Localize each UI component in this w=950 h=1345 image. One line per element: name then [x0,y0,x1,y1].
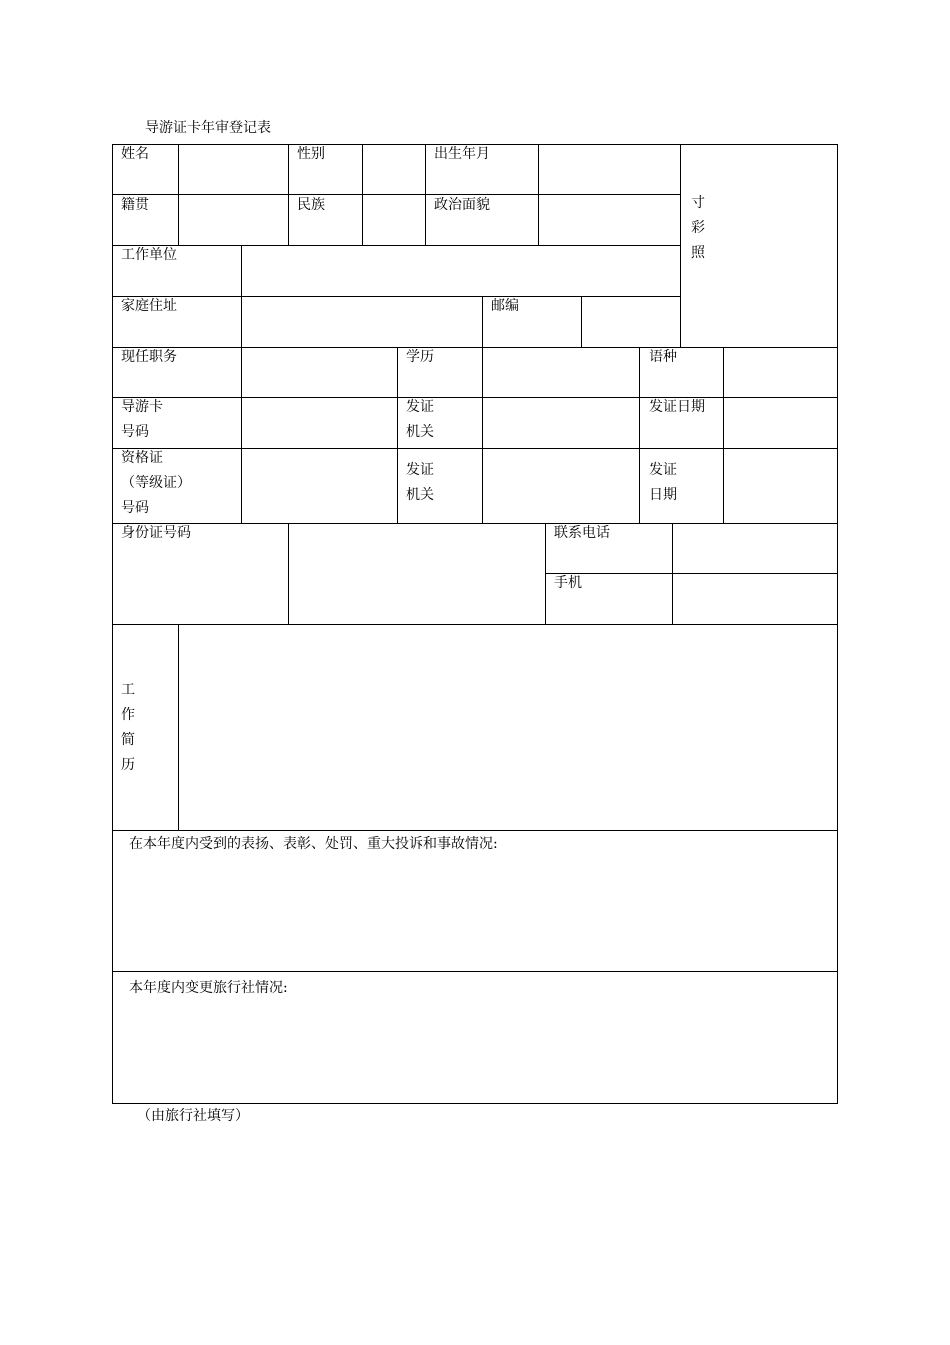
col-divider [178,144,179,246]
label-language: 语种 [649,349,677,365]
field-issuer-1[interactable] [484,399,637,446]
col-divider [482,347,483,524]
label-employer: 工作单位 [121,247,177,263]
label-id-no: 身份证号码 [121,525,191,541]
label-birth: 出生年月 [434,146,490,162]
row-divider [545,573,838,574]
field-birth[interactable] [540,146,678,192]
field-qualification-no[interactable] [243,450,395,521]
row-divider [112,296,681,297]
row-divider [112,624,838,625]
field-education[interactable] [484,349,637,395]
label-political: 政治面貌 [434,197,490,213]
label-agency-changes: 本年度内变更旅行社情况: [129,980,288,996]
label-ethnicity: 民族 [297,197,325,213]
label-photo: 寸 彩 照 [691,195,705,261]
row-divider [112,448,838,449]
row-divider [112,830,838,831]
field-ethnicity[interactable] [364,196,423,243]
field-language[interactable] [725,349,835,395]
field-origin[interactable] [180,196,286,243]
field-employer[interactable] [243,247,678,294]
col-divider [723,347,724,524]
label-issuer-1: 发证 机关 [406,399,434,440]
field-phone[interactable] [674,525,835,571]
label-issue-date-2: 发证 日期 [649,462,677,503]
col-divider [538,144,539,246]
field-guide-card-no[interactable] [243,399,395,446]
label-name: 姓名 [121,146,149,162]
col-divider [545,523,546,625]
label-phone: 联系电话 [554,525,610,541]
field-position[interactable] [243,349,395,395]
field-agency-changes[interactable] [114,1004,835,1101]
field-political[interactable] [540,196,678,243]
field-postcode[interactable] [583,298,678,345]
col-divider [482,296,483,348]
col-divider [397,347,398,524]
col-divider [288,523,289,625]
row-divider [112,245,681,246]
col-divider [362,144,363,246]
field-gender[interactable] [364,146,423,192]
field-resume[interactable] [180,626,835,828]
field-issuer-2[interactable] [484,450,637,521]
row-divider [112,397,838,398]
label-guide-card-no: 导游卡 号码 [121,399,163,440]
field-address[interactable] [243,298,480,345]
label-origin: 籍贯 [121,197,149,213]
col-divider [288,144,289,246]
label-position: 现任职务 [121,349,177,365]
label-qualification-no: 资格证 （等级证） 号码 [121,450,191,516]
col-divider [241,347,242,524]
col-divider [241,245,242,348]
form-title: 导游证卡年审登记表 [145,120,271,136]
field-name[interactable] [180,146,286,192]
col-divider [581,296,582,348]
label-awards: 在本年度内受到的表扬、表彰、处罚、重大投诉和事故情况: [129,836,498,852]
field-awards[interactable] [114,860,835,969]
field-issue-date-2[interactable] [725,450,835,521]
footer-note: （由旅行社填写） [137,1108,249,1124]
field-id-no[interactable] [290,525,543,622]
label-issue-date-1: 发证日期 [649,399,705,415]
label-gender: 性别 [297,146,325,162]
col-divider [672,523,673,625]
row-divider [112,347,838,348]
label-issuer-2: 发证 机关 [406,462,434,503]
row-divider [112,523,838,524]
field-mobile[interactable] [674,575,835,622]
label-resume: 工 作 简 历 [121,682,135,773]
label-address: 家庭住址 [121,298,177,314]
col-divider [680,144,681,348]
label-mobile: 手机 [554,575,582,591]
col-divider [178,624,179,831]
row-divider [112,971,838,972]
field-issue-date-1[interactable] [725,399,835,446]
row-divider [112,194,681,195]
label-education: 学历 [406,349,434,365]
label-postcode: 邮编 [491,298,519,314]
col-divider [639,347,640,524]
col-divider [425,144,426,246]
